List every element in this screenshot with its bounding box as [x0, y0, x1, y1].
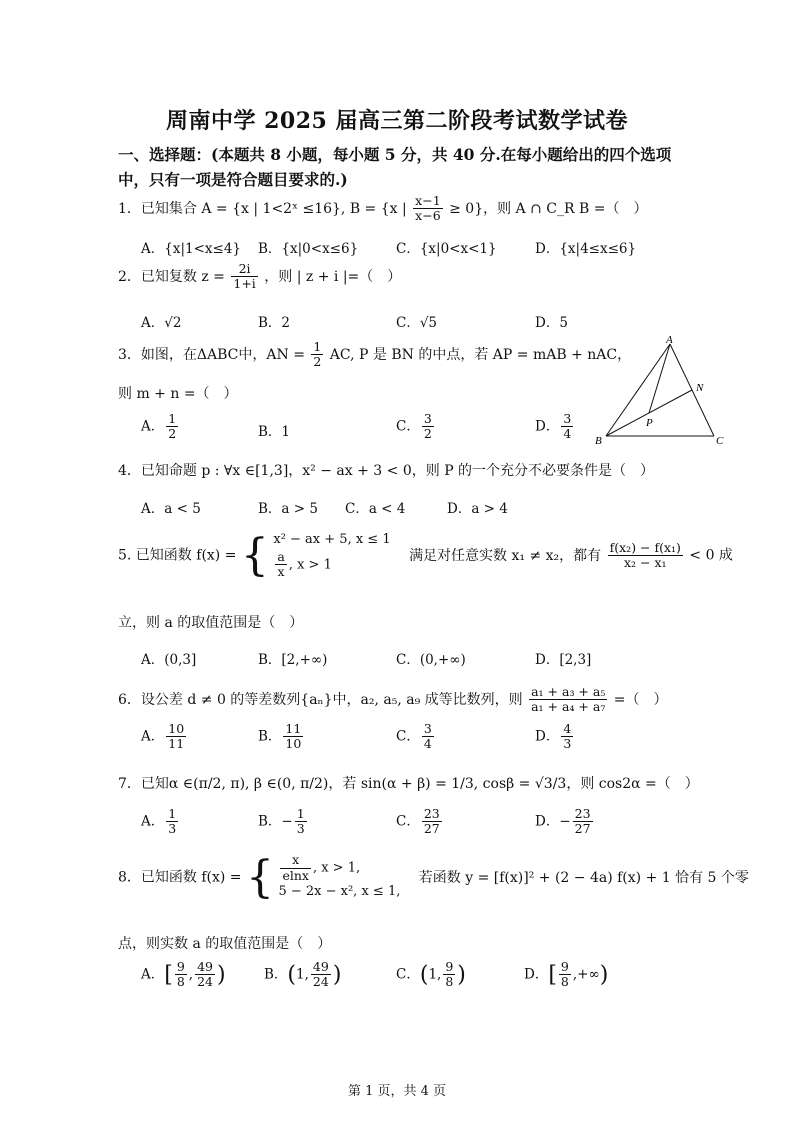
q8-option-d[interactable]: D．[ $\frac{9}{8}$ ,+∞) — [524, 959, 609, 990]
q5-lead: 5. 已知函数 f(x) = — [118, 547, 237, 564]
section-header-line2: 中，只有一项是符合题目要求的.) — [118, 170, 348, 189]
q7-option-d[interactable]: D．− $\frac{23}{27}$ — [535, 806, 591, 837]
label-c: C — [716, 435, 724, 447]
question-8 — [118, 852, 749, 903]
q5-tail: < 0 成 — [689, 547, 733, 564]
q2-option-b[interactable]: B．2 — [258, 315, 291, 331]
q1-option-a[interactable]: A．{x|1<x≤4} — [141, 241, 242, 257]
question-2 — [118, 262, 401, 292]
label-n: N — [696, 382, 704, 394]
q5-option-c[interactable]: C．(0,+∞) — [396, 652, 466, 668]
triangle-figure — [592, 334, 732, 450]
q8-mid: 若函数 y = [f(x)]² + (2 − 4a) f(x) + 1 恰有 5 个零 — [418, 869, 749, 886]
question-7: 7．已知α ∈(π/2, π), β ∈(0, π/2)，若 sin(α + β) = 1/3, cosβ = √3/3，则 cos2α =（ ） — [118, 776, 699, 792]
q8-option-a[interactable]: A．[ $\frac{9}{8}$ , $\frac{49}{24}$ ) — [141, 959, 226, 990]
q3-lead: 3．如图，在ΔABC中，AN = — [118, 346, 305, 363]
q4-option-a[interactable]: A．a < 5 — [141, 501, 201, 517]
q2-option-d[interactable]: D．5 — [535, 315, 568, 331]
q2-option-a[interactable]: A．√2 — [141, 315, 182, 331]
q6-fraction: $\frac{\text{a₁ + a₃ + a₅}}{\text{a₁ + a₄ + a₇}}$ — [531, 684, 606, 715]
label-b: B — [595, 435, 602, 447]
q1-lead: 1．已知集合 — [118, 200, 197, 217]
q2-tail: ，则 | z + i |=（ ） — [264, 268, 402, 285]
q6-tail: =（ ） — [613, 691, 668, 708]
q8-option-c[interactable]: C．(1, $\frac{9}{8}$ ) — [396, 959, 466, 990]
q3-option-c[interactable]: C． $\frac{3}{2}$ — [396, 411, 432, 442]
q6-option-c[interactable]: C． $\frac{3}{4}$ — [396, 721, 432, 752]
q6-option-b[interactable]: B． $\frac{11}{10}$ — [258, 721, 302, 752]
page-footer: 第 1 页，共 4 页 — [347, 1084, 447, 1099]
question-4: 4．已知命题 p : ∀x ∈[1,3]，x² − ax + 3 < 0，则 P 的一个充分不必要条件是（ ） — [118, 463, 655, 479]
q7-option-a[interactable]: A． $\frac{1}{3}$ — [141, 806, 177, 837]
q4-option-b[interactable]: B．a > 5 — [258, 501, 318, 517]
question-1 — [118, 194, 647, 224]
q3-option-a[interactable]: A． $\frac{1}{2}$ — [141, 411, 177, 442]
q1-set-a: A = {x | 1<2ˣ ≤16}, B = {x | — [201, 200, 407, 217]
q4-option-d[interactable]: D．a > 4 — [447, 501, 508, 517]
label-a: A — [666, 334, 673, 346]
q1-option-b[interactable]: B．{x|0<x≤6} — [258, 241, 359, 257]
q6-lead: 6．设公差 d ≠ 0 的等差数列{aₙ}中，a₂, a₅, a₉ 成等比数列，则 — [118, 691, 523, 708]
q5-option-b[interactable]: B．[2,+∞) — [258, 652, 328, 668]
q5-fraction: $\frac{\text{f(x₂) − f(x₁)}}{\text{x₂ − x₁}}$ — [609, 539, 681, 570]
section-header-line1: 一、选择题：(本题共 8 小题，每小题 5 分，共 40 分.在每小题给出的四个选项 — [118, 145, 672, 164]
q2-lead: 2．已知复数 z = — [118, 268, 225, 285]
label-p: P — [646, 417, 653, 429]
q1-tail: ≥ 0}，则 A ∩ C_R B =（ ） — [449, 200, 648, 217]
q7-option-b[interactable]: B．− $\frac{1}{3}$ — [258, 806, 305, 837]
question-6 — [118, 685, 668, 715]
q2-option-c[interactable]: C．√5 — [396, 315, 438, 331]
q3-line2: 则 m + n =（ ） — [118, 386, 238, 402]
question-5 — [118, 530, 733, 581]
q8-cases: $\frac{x}{elnx}$ , x > 1, 5 − 2x − x², x ≤ 1, — [278, 852, 401, 899]
q1-option-c[interactable]: C．{x|0<x<1} — [396, 241, 497, 257]
question-3 — [118, 340, 631, 370]
q5-option-a[interactable]: A．(0,3] — [141, 652, 197, 668]
q8-brace: { — [246, 852, 274, 903]
segment-ap — [649, 344, 670, 413]
q5-brace: { — [240, 530, 269, 581]
q6-option-a[interactable]: A． $\frac{10}{11}$ — [141, 721, 185, 752]
page-title: 周南中学 2025 届高三第二阶段考试数学试卷 — [165, 108, 629, 134]
q3-tail: AC, P 是 BN 的中点，若 AP = mAB + nAC， — [329, 346, 632, 363]
q8-line2: 点，则实数 a 的取值范围是（ ） — [118, 936, 332, 952]
q2-fraction: $\frac{2i}{1+i}$ — [233, 261, 256, 292]
q5-mid: 满足对任意实数 x₁ ≠ x₂，都有 — [409, 547, 602, 564]
q6-option-d[interactable]: D． $\frac{4}{3}$ — [535, 721, 572, 752]
q5-line2: 立，则 a 的取值范围是（ ） — [118, 615, 304, 631]
side-ab — [606, 344, 670, 436]
q5-cases: x² − ax + 5, x ≤ 1 $\frac{a}{x}$ , x > 1 — [273, 532, 391, 580]
q1-fraction: $\frac{x-1}{x-6}$ — [415, 193, 441, 224]
q8-lead: 8．已知函数 f(x) = — [118, 869, 242, 886]
q8-option-b[interactable]: B．(1, $\frac{49}{24}$ ) — [264, 959, 342, 990]
q4-option-c[interactable]: C．a < 4 — [345, 501, 406, 517]
q7-option-c[interactable]: C． $\frac{23}{27}$ — [396, 806, 440, 837]
q3-fraction: $\frac{1}{2}$ — [313, 339, 322, 370]
q3-option-b[interactable]: B．1 — [258, 424, 291, 440]
q3-option-d[interactable]: D． $\frac{3}{4}$ — [535, 411, 572, 442]
q5-option-d[interactable]: D．[2,3] — [535, 652, 592, 668]
q1-option-d[interactable]: D．{x|4≤x≤6} — [535, 241, 637, 257]
